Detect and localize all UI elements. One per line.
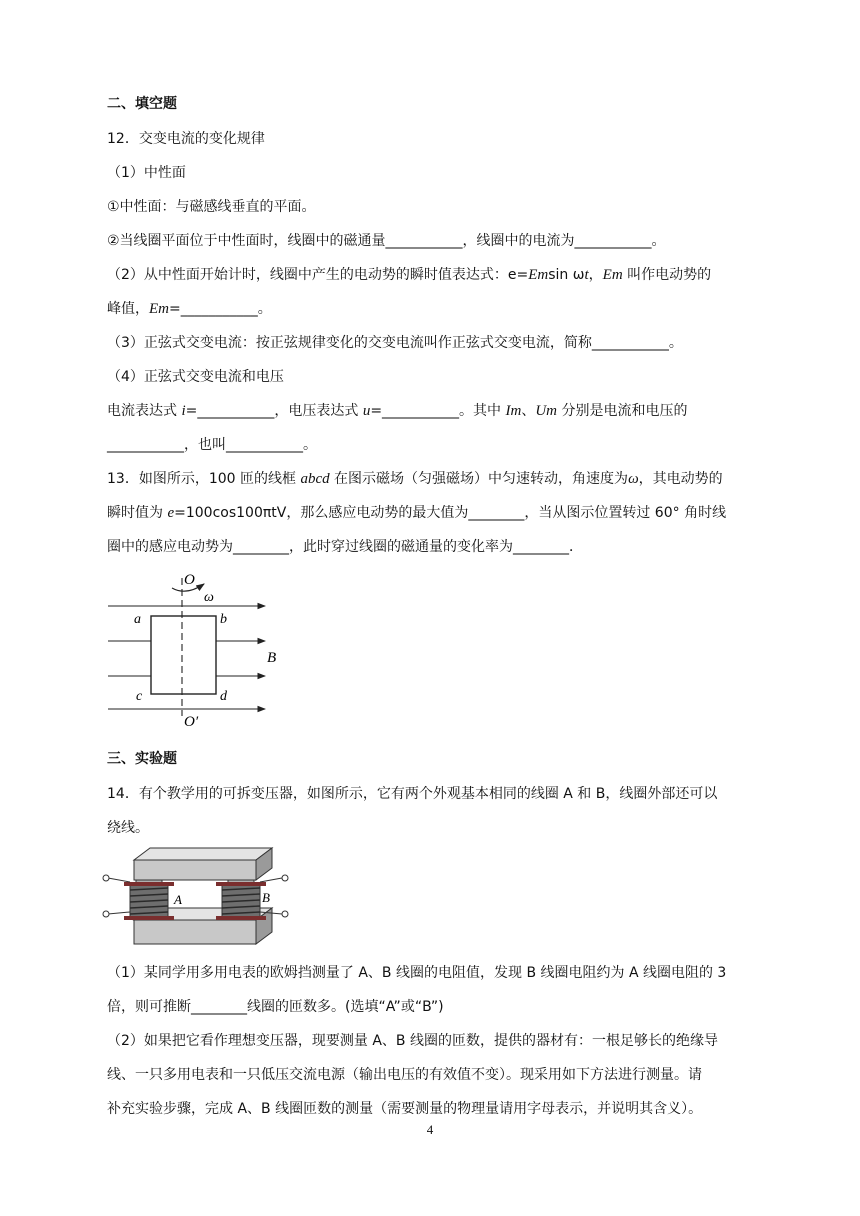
text: 13．如图所示，100 匝的线框 bbox=[107, 471, 301, 487]
math-var: Em bbox=[149, 301, 169, 317]
math-var: ω bbox=[628, 471, 639, 487]
text: ，其电动势的 bbox=[638, 471, 723, 487]
coil-A bbox=[124, 882, 174, 920]
q12-line: ①中性面：与磁感线垂直的平面。 bbox=[107, 199, 316, 215]
text: sin ω bbox=[548, 267, 585, 283]
section-heading: 三、实验题 bbox=[107, 751, 177, 767]
coil-B bbox=[216, 882, 266, 920]
text: 、 bbox=[521, 403, 536, 419]
q12-line: （3）正弦式交变电流：按正弦规律变化的交变电流叫作正弦式交变电流，简称___________。 bbox=[107, 335, 683, 351]
math-var: Um bbox=[535, 403, 557, 419]
text: =___________，电压表达式 bbox=[185, 403, 363, 419]
label-omega: ω bbox=[204, 590, 214, 605]
page-number: 4 bbox=[426, 1122, 434, 1137]
label-a: a bbox=[134, 612, 141, 627]
q14-line: （2）如果把它看作理想变压器，现要测量 A、B 线圈的匝数，提供的器材有：一根足够长的绝缘导 bbox=[107, 1033, 718, 1049]
text: （2）从中性面开始计时，线圈中产生的电动势的瞬时值表达式：e= bbox=[107, 267, 529, 283]
q14-line: 补充实验步骤，完成 A、B 线圈匝数的测量（需要测量的物理量请用字母表示，并说明其含义）。 bbox=[107, 1101, 703, 1117]
label-O-prime: O′ bbox=[184, 714, 199, 728]
label-B: B bbox=[262, 890, 270, 905]
text: ， bbox=[588, 267, 603, 283]
label-c: c bbox=[136, 689, 143, 704]
q14-line: 线、一只多用电表和一只低压交流电源（输出电压的有效值不变）。现采用如下方法进行测量。请 bbox=[107, 1067, 702, 1083]
q14-line: 14．有个教学用的可拆变压器，如图所示，它有两个外观基本相同的线圈 A 和 B，线圈外部还可以 bbox=[107, 786, 718, 802]
text: =100cos100πtV，那么感应电动势的最大值为________，当从图示位置转过 60° 角时线 bbox=[174, 505, 727, 521]
text: =___________。 bbox=[169, 301, 272, 317]
q14-line: 倍，则可推断________线圈的匝数多。(选填“A”或“B”) bbox=[107, 999, 444, 1015]
text: 分别是电流和电压的 bbox=[557, 403, 688, 419]
text: 叫作电动势的 bbox=[622, 267, 712, 283]
text: 瞬时值为 bbox=[107, 505, 168, 521]
q12-line: ___________，也叫___________。 bbox=[107, 437, 317, 453]
q14-line: （1）某同学用多用电表的欧姆挡测量了 A、B 线圈的电阻值，发现 B 线圈电阻约为 A 线圈电阻的 3 bbox=[107, 965, 727, 981]
label-O: O bbox=[184, 572, 195, 588]
math-var: u bbox=[362, 403, 371, 419]
coil-in-field-figure bbox=[100, 566, 280, 728]
q13-line bbox=[107, 503, 726, 523]
transformer-figure bbox=[100, 842, 300, 954]
math-var: t bbox=[584, 267, 589, 283]
q13-line bbox=[107, 469, 723, 489]
label-A: A bbox=[174, 892, 182, 907]
label-B: B bbox=[267, 650, 277, 666]
text: =___________。其中 bbox=[370, 403, 506, 419]
q12-line bbox=[107, 401, 687, 421]
text: 峰值， bbox=[107, 301, 149, 317]
section-heading: 二、填空题 bbox=[107, 96, 177, 112]
q12-line: （4）正弦式交变电流和电压 bbox=[107, 369, 284, 385]
math-var: Em bbox=[528, 267, 549, 283]
text: 电流表达式 bbox=[107, 403, 182, 419]
label-d: d bbox=[220, 689, 227, 704]
q14-line: 绕线。 bbox=[107, 820, 149, 836]
math-var: i bbox=[181, 403, 186, 419]
math-var: e bbox=[167, 505, 175, 521]
q13-line: 圈中的感应电动势为________，此时穿过线圈的磁通量的变化率为________． bbox=[107, 539, 583, 555]
math-var: Im bbox=[505, 403, 522, 419]
coil-frame bbox=[151, 616, 216, 694]
q12-line bbox=[107, 265, 711, 285]
math-var: Em bbox=[602, 267, 623, 283]
text: 在图示磁场（匀强磁场）中匀速转动，角速度为 bbox=[329, 471, 629, 487]
q12-line: ②当线圈平面位于中性面时，线圈中的磁通量___________，线圈中的电流为___________。 bbox=[107, 233, 666, 249]
math-var: abcd bbox=[300, 471, 330, 487]
q12-part1: （1）中性面 bbox=[107, 165, 186, 181]
q12-line bbox=[107, 299, 272, 319]
question-12-title: 12．交变电流的变化规律 bbox=[107, 131, 265, 147]
label-b: b bbox=[220, 612, 227, 627]
